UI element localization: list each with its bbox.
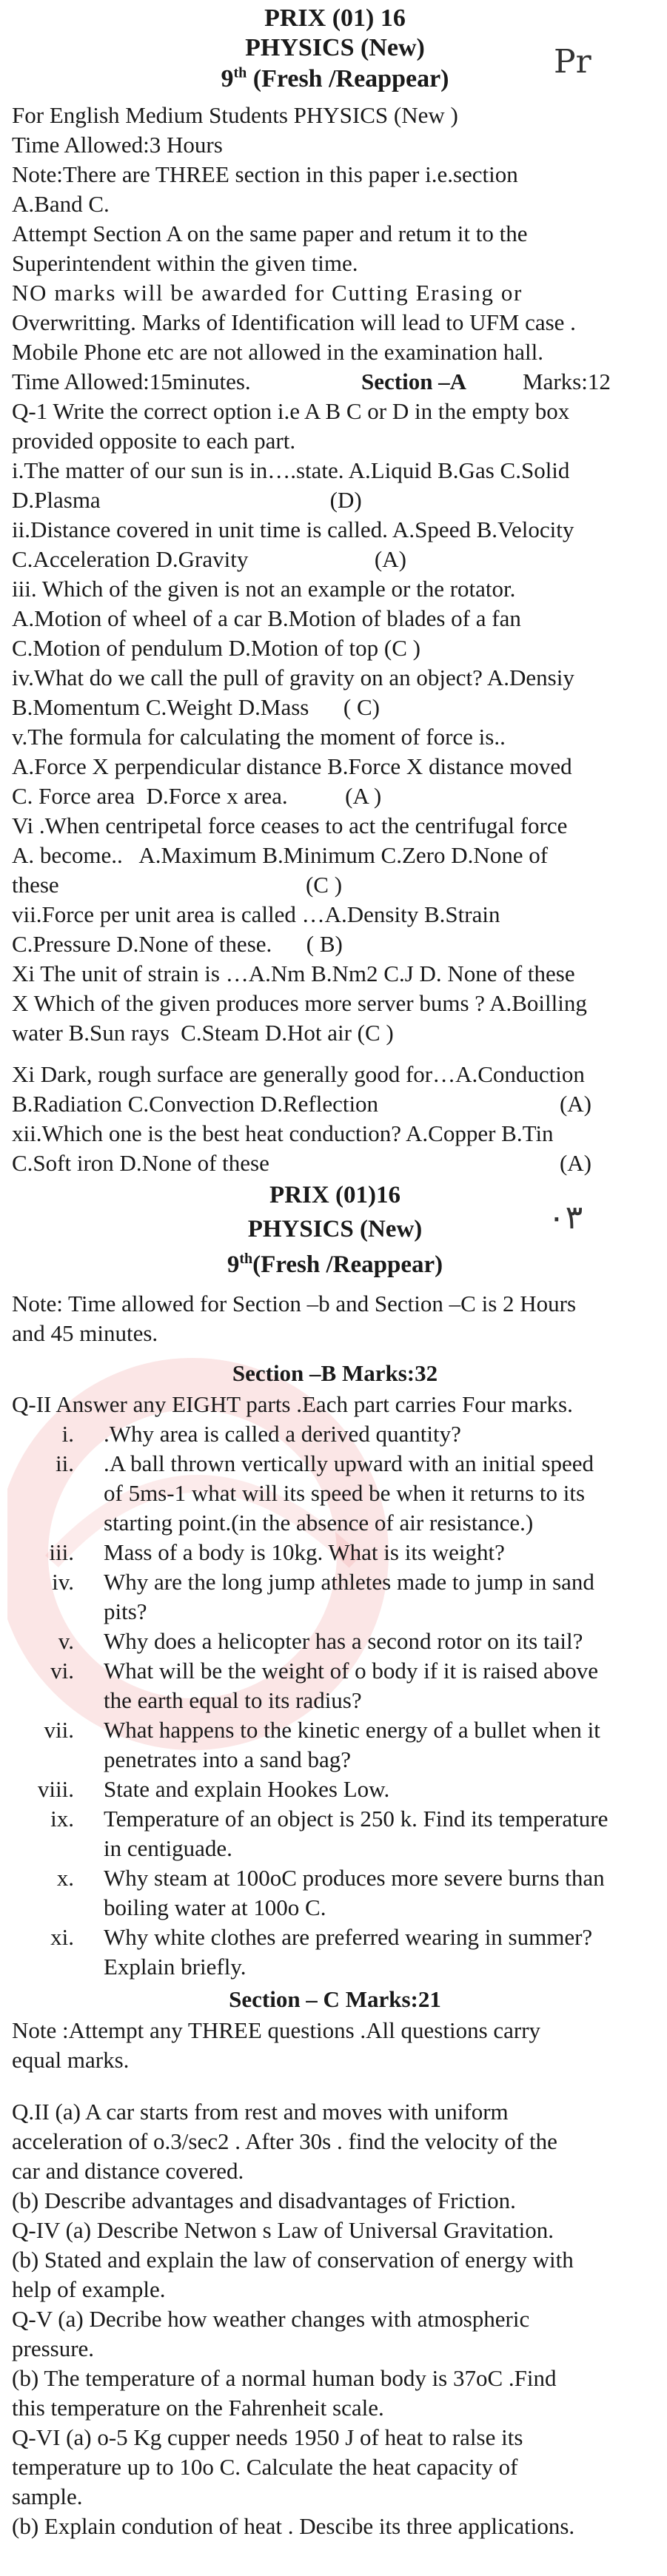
long-question-line: help of example. [12,2276,166,2302]
list-item [12,1656,658,1715]
mcq-line-with-answer [12,1149,658,1178]
instruction-line: Overwritting. Marks of Identification will lead to UFM case . [12,309,576,335]
mcq-line: C.Acceleration D.Gravity (A) [12,546,406,572]
mcq-line: X Which of the given produces more server bums ? A.Boilling [12,990,587,1016]
question-text [104,1715,658,1775]
mcq-line: water B.Sun rays C.Steam D.Hot air (C ) [12,1020,394,1046]
long-question-line: sample. [12,2483,83,2509]
mcq-line-with-answer [12,1089,658,1119]
section-a-title: Section –A [361,369,467,394]
paper-code-2: PRIX (01)16 [269,1182,400,1208]
question-line: boiling water at 100o C. [104,1894,326,1920]
mcq-line: Xi The unit of strain is …A.Nm B.Nm2 C.J D. None of these [12,961,575,986]
paper-class-1: 9th (Fresh /Reappear) [221,64,449,93]
question-number: iii. [49,1539,74,1565]
question-number: xi. [50,1924,74,1950]
mcq-line: iv.What do we call the pull of gravity on an object? A.Densiy [12,665,574,690]
long-question-line: this temperature on the Fahrenheit scale. [12,2395,384,2421]
list-item [12,1804,658,1863]
question-text [104,1923,658,1982]
section-a-time: Time Allowed:15minutes. [12,369,251,394]
list-item [12,1715,658,1775]
question-text [104,1449,658,1538]
question-number: vi. [50,1658,74,1684]
long-question-line: temperature up to 10o C. Calculate the heat capacity of [12,2454,518,2480]
note-line: Note: Time allowed for Section –b and Section –C is 2 Hours [12,1291,577,1316]
question-line: in centiguade. [104,1835,232,1861]
long-question-line: Q-VI (a) o-5 Kg cupper needs 1950 J of heat to ralse its [12,2424,523,2450]
mcq-continued-block [12,1060,658,1178]
mcq-line: Vi .When centripetal force ceases to act the centrifugal force [12,813,568,838]
question-text: Why does a helicopter has a second rotor on its tail? [104,1628,583,1654]
long-question-line: Q-V (a) Decribe how weather changes with atmospheric [12,2306,530,2332]
mcq-answer: (A) [559,1091,591,1117]
instruction-line: Superintendent within the given time. [12,250,358,276]
mcq-line: provided opposite to each part. [12,428,296,454]
section-b-title: Section –B Marks:32 [232,1360,438,1386]
note-block [12,1289,658,1348]
long-questions-block [12,2097,658,2541]
long-question-line: acceleration of o.3/sec2 . After 30s . find the velocity of the [12,2128,557,2154]
mcq-line: C. Force area D.Force x area. (A ) [12,783,382,809]
list-item [12,1627,658,1656]
mcq-line: B.Momentum C.Weight D.Mass ( C) [12,694,380,720]
question-text: .Why area is called a derived quantity? [104,1421,461,1447]
handwritten-mark-1: Pr [554,43,591,81]
note-line: and 45 minutes. [12,1320,158,1346]
mcq-line: A. become.. A.Maximum B.Minimum C.Zero D.None of [12,842,549,868]
mcq-line: Q-1 Write the correct option i.e A B C or D in the empty box [12,398,570,424]
instruction-line: NO marks will be awarded for Cutting Erasing or [12,280,523,306]
list-item [12,1419,658,1449]
long-question-line: (b) Explain condution of heat . Descibe its three applications. [12,2513,575,2539]
question-number: x. [56,1865,74,1891]
mcq-line: xii.Which one is the best heat conduction? A.Copper B.Tin [12,1120,554,1146]
question-line: .A ball thrown vertically upward with an initial speed [104,1450,594,1476]
question-line: pits? [104,1598,147,1624]
list-item [12,1567,658,1627]
instruction-line: For English Medium Students PHYSICS (New ) [12,102,458,128]
mcq-line: vii.Force per unit area is called …A.Density B.Strain [12,901,500,927]
mcq-line: Xi Dark, rough surface are generally good for…A.Conduction [12,1061,585,1087]
note-line: Note :Attempt any THREE questions .All questions carry [12,2017,541,2043]
section-a-header [12,367,658,397]
question-number: iv. [52,1569,74,1595]
question-line: Why are the long jump athletes made to jump in sand [104,1569,594,1595]
list-item [12,1449,658,1538]
list-item [12,1923,658,1982]
mcq-line: C.Motion of pendulum D.Motion of top (C ) [12,635,420,661]
section-c-title: Section – C Marks:21 [229,1986,441,2012]
long-question-line: (b) Stated and explain the law of conservation of energy with [12,2247,574,2273]
instruction-line: Attempt Section A on the same paper and retum it to the [12,221,528,246]
mcq-answer: (A) [559,1150,591,1176]
question-line: of 5ms-1 what will its speed be when it returns to its [104,1480,586,1506]
long-question-line: Q-IV (a) Describe Netwon s Law of Universal Gravitation. [12,2217,554,2243]
long-question-line: car and distance covered. [12,2158,244,2184]
question-line: penetrates into a sand bag? [104,1746,351,1772]
question-text [104,1804,658,1863]
section-a-marks: Marks:12 [523,369,611,394]
mcq-line: ii.Distance covered in unit time is called. A.Speed B.Velocity [12,517,574,542]
section-c-note [12,2016,658,2075]
mcq-line: D.Plasma (D) [12,487,362,513]
long-question-line: (b) Describe advantages and disadvantages of Friction. [12,2187,516,2213]
section-b-instruction: Q-II Answer any EIGHT parts .Each part carries Four marks. [12,1391,573,1417]
question-line: Temperature of an object is 250 k. Find its temperature [104,1806,609,1832]
mcq-line: A.Motion of wheel of a car B.Motion of blades of a fan [12,605,521,631]
short-questions-list [12,1419,658,1982]
handwritten-mark-2: ۰۳ [548,1199,583,1237]
list-item [12,1863,658,1923]
question-text [104,1567,658,1627]
question-number: i. [61,1421,74,1447]
mcq-option-text: C.Soft iron D.None of these [12,1150,269,1176]
instruction-line: Note:There are THREE section in this paper i.e.section [12,161,518,187]
instruction-line: A.Band C. [12,191,110,217]
instruction-line: Mobile Phone etc are not allowed in the examination hall. [12,339,543,365]
mcq-line: these (C ) [12,872,343,898]
paper-subject-1: PHYSICS (New) [245,34,425,61]
question-line: the earth equal to its radius? [104,1687,362,1713]
question-line: Why steam at 100oC produces more severe burns than [104,1865,605,1891]
question-line: What happens to the kinetic energy of a bullet when it [104,1717,600,1743]
paper-subject-2: PHYSICS (New) [247,1216,423,1242]
question-number: vii. [44,1717,74,1743]
question-line: What will be the weight of o body if it is raised above [104,1658,599,1684]
list-item [12,1538,658,1567]
question-text [104,1656,658,1715]
question-text: Mass of a body is 10kg. What is its weight? [104,1539,505,1565]
list-item [12,1775,658,1804]
question-line: Why white clothes are preferred wearing in summer? [104,1924,593,1950]
long-question-line: Q.II (a) A car starts from rest and moves with uniform [12,2099,509,2125]
mcq-option-text: B.Radiation C.Convection D.Reflection [12,1091,379,1117]
question-line: starting point.(in the absence of air resistance.) [104,1510,534,1536]
mcq-line: i.The matter of our sun is in….state. A.Liquid B.Gas C.Solid [12,457,570,483]
question-text: State and explain Hookes Low. [104,1776,390,1802]
note-line: equal marks. [12,2047,130,2073]
question-number: viii. [37,1776,74,1802]
question-number: ix. [50,1806,74,1832]
question-number: ii. [56,1450,74,1476]
instruction-line: Time Allowed:3 Hours [12,132,223,158]
mcq-block [12,397,658,1048]
question-line: Explain briefly. [104,1954,247,1980]
instructions-block [12,101,658,367]
paper-code-1: PRIX (01) 16 [264,4,406,32]
long-question-line: pressure. [12,2335,95,2361]
mcq-line: iii. Which of the given is not an example or the rotator. [12,576,516,602]
mcq-line: A.Force X perpendicular distance B.Force X distance moved [12,753,572,779]
long-question-line: (b) The temperature of a normal human body is 37oC .Find [12,2365,557,2391]
mcq-line: C.Pressure D.None of these. ( B) [12,931,343,957]
mcq-line: v.The formula for calculating the moment of force is.. [12,724,506,750]
paper-class-2: 9th(Fresh /Reappear) [227,1251,443,1278]
question-text [104,1863,658,1923]
question-number: v. [58,1628,74,1654]
